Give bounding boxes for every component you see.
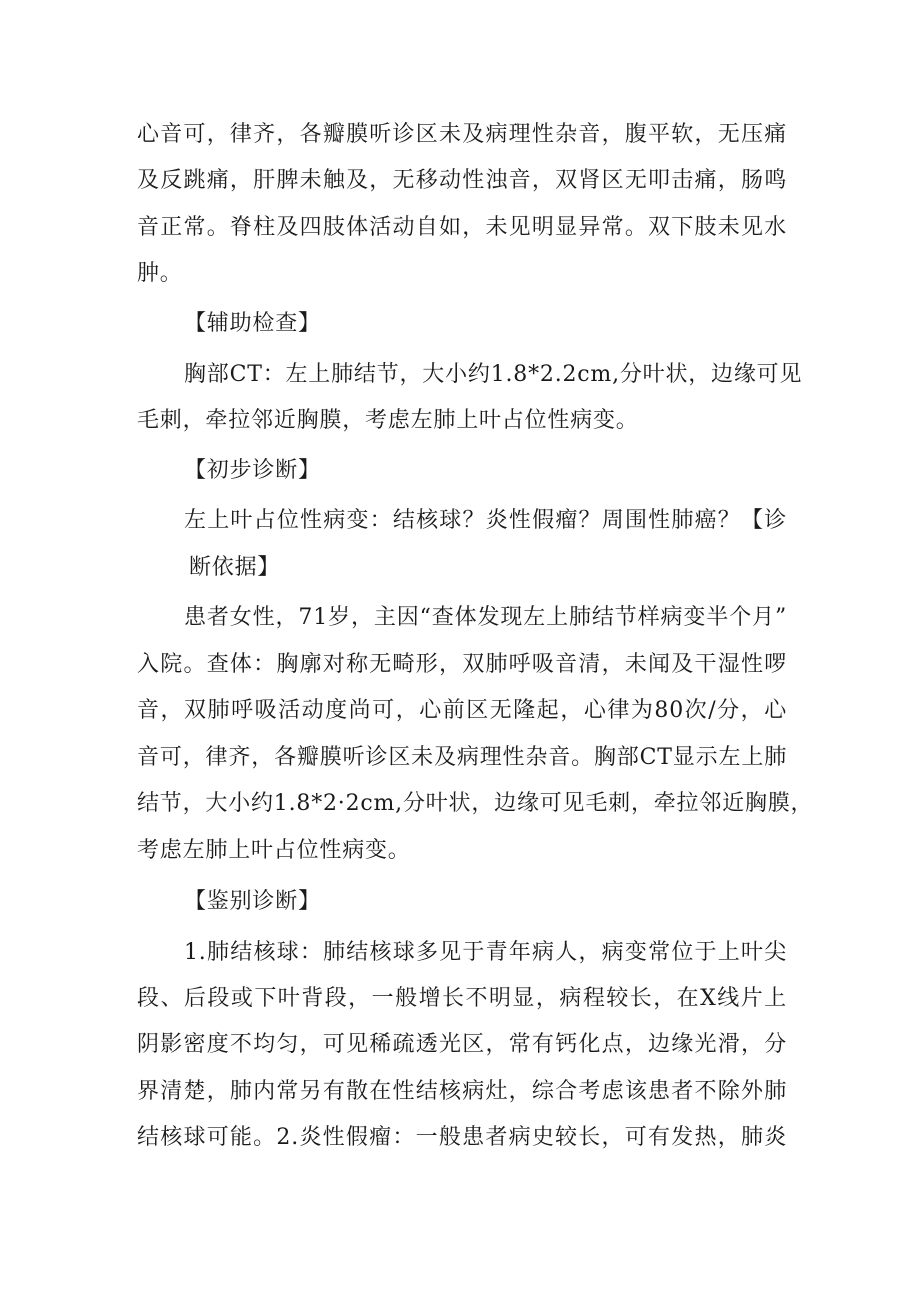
section-heading: 【鉴别诊断】	[184, 889, 321, 914]
text-line: 界清楚，肺内常另有散在性结核病灶，综合考虑该患者不除外肺	[137, 1079, 787, 1104]
text-line: 毛刺，牵拉邻近胸膜，考虑左肺上叶占位性病变。	[137, 408, 639, 433]
text-line: 入院。查体：胸廓对称无畸形，双肺呼吸音清，未闻及干湿性啰	[137, 652, 787, 677]
text-line: 音正常。脊柱及四肢体活动自如，未见明显异常。双下肢未见水	[137, 215, 787, 240]
text-line: 左上叶占位性病变：结核球？炎性假瘤？周围性肺癌？【诊	[184, 508, 787, 533]
text-line: 段、后段或下叶背段，一般增长不明显，病程较长，在X线片上	[137, 986, 787, 1011]
section-heading: 【辅助检查】	[184, 311, 321, 336]
text-line: 1.肺结核球：肺结核球多见于青年病人，病变常位于上叶尖	[184, 940, 787, 965]
text-line: 及反跳痛，肝脾未触及，无移动性浊音，双肾区无叩击痛，肠鸣	[137, 168, 787, 193]
text-line: 肿。	[137, 261, 183, 286]
text-line: 阴影密度不均匀，可见稀疏透光区，常有钙化点，边缘光滑，分	[137, 1032, 787, 1057]
text-line: 音可，律齐，各瓣膜听诊区未及病理性杂音。胸部CT显示左上肺	[137, 745, 787, 770]
section-heading: 【初步诊断】	[184, 458, 321, 483]
text-line: 胸部CT：左上肺结节，大小约1.8*2.2cm,分叶状，边缘可见	[184, 362, 803, 387]
text-line: 结节，大小约1.8*2·2cm,分叶状，边缘可见毛刺，牵拉邻近胸膜，	[137, 791, 814, 816]
text-line: 患者女性，71岁，主因“查体发现左上肺结节样病变半个月”	[184, 605, 787, 630]
text-line: 考虑左肺上叶占位性病变。	[137, 838, 411, 863]
section-heading: 断依据】	[189, 555, 281, 580]
text-line: 结核球可能。2.炎性假瘤：一般患者病史较长，可有发热，肺炎	[137, 1125, 787, 1150]
text-line: 音，双肺呼吸活动度尚可，心前区无隆起，心律为80次/分，心	[137, 698, 787, 723]
text-line: 心音可，律齐，各瓣膜听诊区未及病理性杂音，腹平软，无压痛	[137, 122, 787, 147]
